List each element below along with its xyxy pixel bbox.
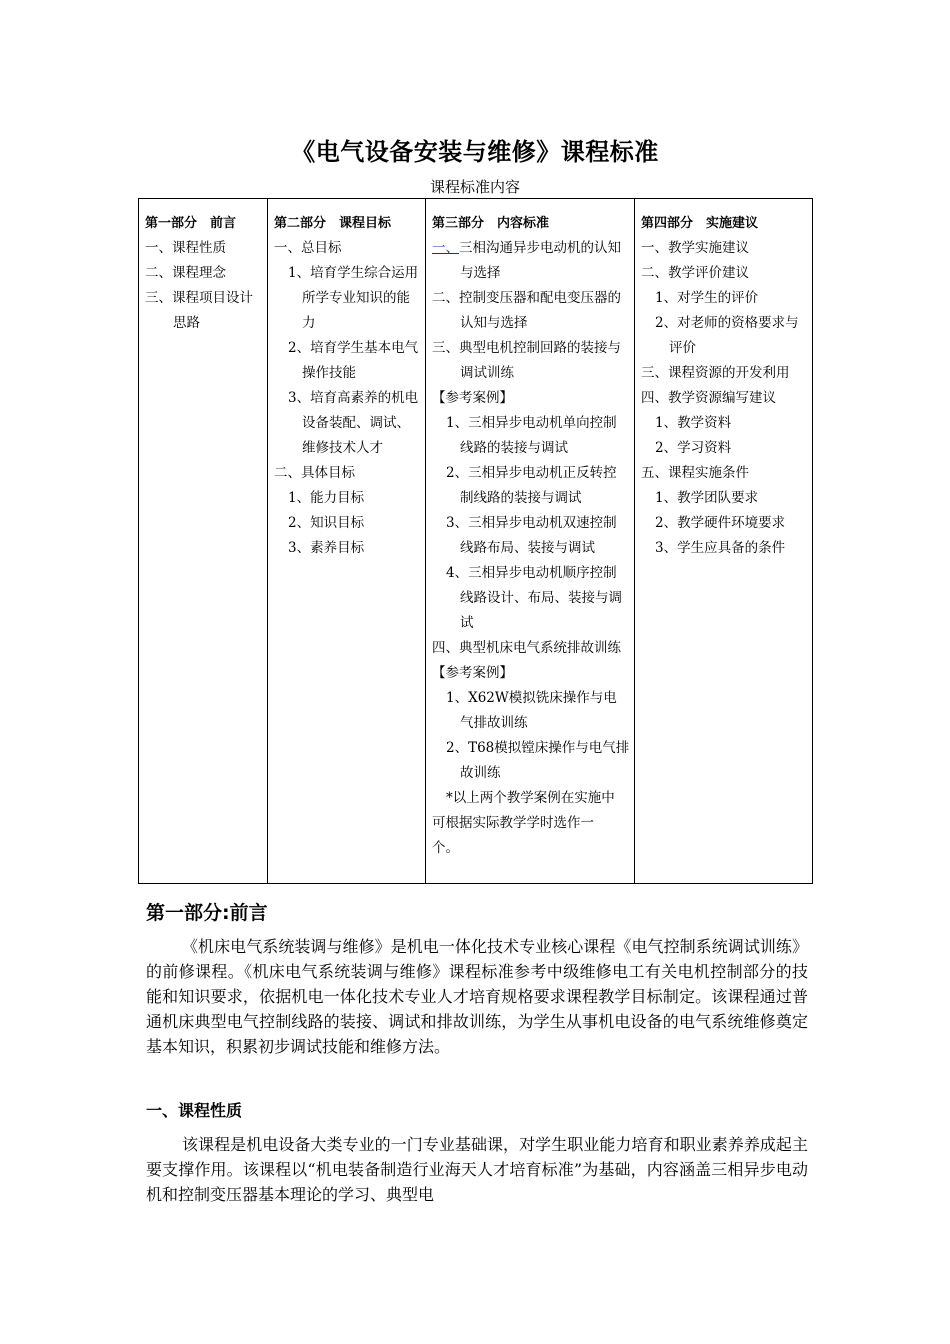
column-heading: 第一部分 前言 — [145, 216, 237, 231]
note-text: *以上两个教学案例在实施中可根据实际教学学时选作一个。 — [432, 790, 615, 856]
case-label: 【参考案例】 — [432, 390, 513, 406]
contents-column-4 — [635, 199, 813, 884]
case-label: 【参考案例】 — [432, 665, 513, 681]
list-item: 1、对学生的评价 — [655, 290, 759, 306]
list-item: 1、能力目标 — [288, 490, 365, 506]
list-item: 2、培育学生基本电气操作技能 — [288, 340, 419, 381]
nature-paragraph: 该课程是机电设备大类专业的一门专业基础课，对学生职业能力培育和职业素养养成起主要支撑作用。该课程以“机电装备制造行业海天人才培育标准”为基础，内容涵盖三相异步电动机和控制变压器基本理论的学习、典型电 — [146, 1135, 808, 1204]
column-heading: 第四部分 实施建议 — [641, 216, 759, 231]
section-heading: 第一部分:前言 — [146, 902, 268, 924]
column-heading: 第二部分 课程目标 — [274, 216, 392, 231]
list-item: 二、具体目标 — [274, 465, 355, 481]
contents-column-2 — [268, 199, 426, 884]
list-item: 三、课程资源的开发利用 — [641, 365, 790, 381]
list-item: 1、教学团队要求 — [655, 490, 759, 506]
intro-paragraph: 《机床电气系统装调与维修》是机电一体化技术专业核心课程《电气控制系统调试训练》的前修课程。《机床电气系统装调与维修》课程标准参考中级维修电工有关电机控制部分的技能和知识要求，依据机电一体化技术专业人才培育规格要求课程教学目标制定。该课程通过普通机床典型电气控制线路的装接、调试和排故训练，为学生从事机电设备的电气系统维修奠定基本知识，积累初步调试技能和维修方法。 — [146, 937, 808, 1056]
list-item: 一、三相沟通异步电动机的认知与选择 — [432, 240, 621, 281]
list-item: 3、培育高素养的机电设备装配、调试、维修技术人才 — [288, 390, 419, 456]
list-item: 2、T68模拟镗床操作与电气排故训练 — [446, 740, 630, 781]
list-item: 3、三相异步电动机双速控制线路布局、装接与调试 — [446, 515, 617, 556]
list-item: 2、对老师的资格要求与评价 — [655, 315, 799, 356]
list-item: 三、课程项目设计思路 — [145, 290, 253, 331]
list-item: 2、知识目标 — [288, 515, 365, 531]
list-item: 2、教学硬件环境要求 — [655, 515, 786, 531]
list-item: 四、典型机床电气系统排故训练 — [432, 640, 621, 656]
list-item: 五、课程实施条件 — [641, 465, 749, 481]
contents-table — [138, 198, 813, 884]
list-item: 1、三相异步电动机单向控制线路的装接与调试 — [446, 415, 617, 456]
list-item: 一、总目标 — [274, 240, 342, 256]
list-item: 4、三相异步电动机顺序控制线路设计、布局、装接与调试 — [446, 565, 622, 631]
contents-column-3 — [426, 199, 635, 884]
page-subtitle: 课程标准内容 — [429, 178, 520, 196]
page-title: 《电气设备安装与维修》课程标准 — [291, 138, 659, 166]
list-item: 一、教学实施建议 — [641, 240, 749, 256]
list-item: 1、教学资料 — [655, 415, 732, 431]
subsection-heading: 一、课程性质 — [146, 1101, 243, 1120]
list-item: 三、典型电机控制回路的装接与调试训练 — [432, 340, 621, 381]
list-item: 1、X62W模拟铣床操作与电气排故训练 — [446, 690, 617, 731]
column-heading: 第三部分 内容标准 — [432, 216, 550, 231]
list-item: 2、三相异步电动机正反转控制线路的装接与调试 — [446, 465, 617, 506]
link-number[interactable]: 一、 — [432, 240, 459, 256]
list-item: 3、素养目标 — [288, 540, 365, 556]
list-item: 二、控制变压器和配电变压器的认知与选择 — [432, 290, 621, 331]
contents-column-1 — [139, 199, 268, 884]
list-item: 2、学习资料 — [655, 440, 732, 456]
list-item: 一、课程性质 — [145, 240, 226, 256]
list-item: 3、学生应具备的条件 — [655, 540, 786, 556]
list-item: 1、培育学生综合运用所学专业知识的能力 — [288, 265, 419, 331]
list-item: 四、教学资源编写建议 — [641, 390, 776, 406]
list-item: 二、课程理念 — [145, 265, 226, 281]
list-item: 二、教学评价建议 — [641, 265, 749, 281]
